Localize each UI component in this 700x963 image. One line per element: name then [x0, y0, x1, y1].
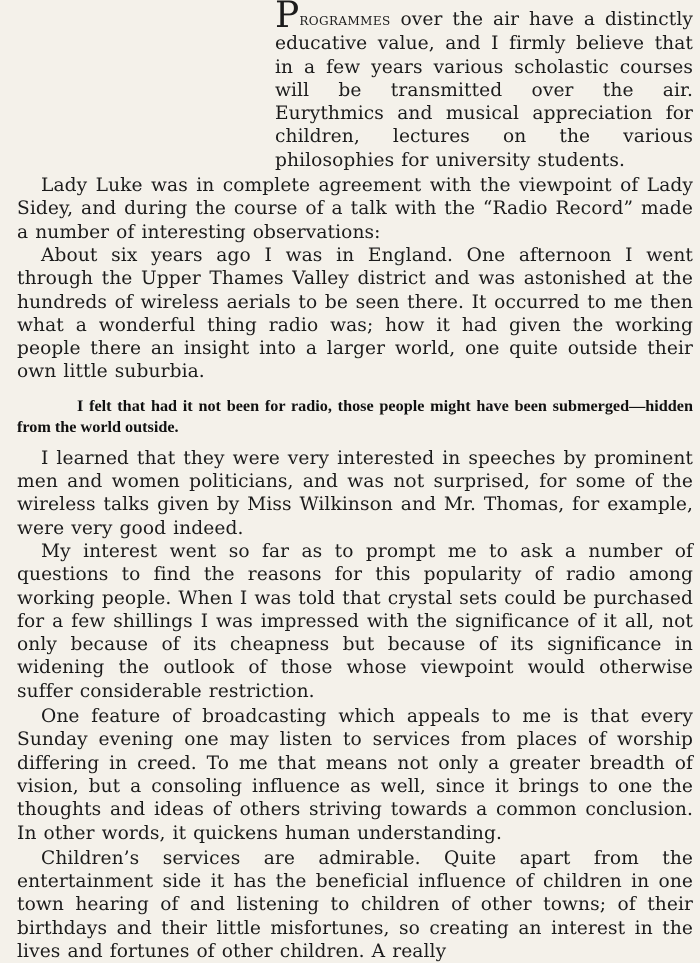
- paragraph-childrens-services: Children’s services are admirable. Quite apart from the entertainment side it has the beneficial influence of children in one town hearing of and listening to children of other towns; of their birthdays and their little misfortunes, so creating an interest in the lives and fortunes of other children. A really: [17, 847, 693, 962]
- small-caps-word: rogrammes: [299, 10, 391, 30]
- paragraph-text: over the air have a distinctly educative value, and I firmly believe that in a few years various scholastic courses will be transmitted over the air. Eurythmics and musical appreciation for children, lectures on the various philosophies for university students.: [275, 9, 693, 171]
- paragraph-crystal-sets: My interest went so far as to prompt me to ask a number of questions to find the reasons for this popularity of radio among working people. When I was told that crystal sets could be purchased for a few shillings I was impressed with the significance of it all, not only because of its cheapness but because of its significance in widening the outlook of those whose viewpoint would otherwise suffer considerable restriction.: [17, 540, 693, 702]
- paragraph-sunday-services: One feature of broadcasting which appeals to me is that every Sunday evening one may listen to services from places of worship differing in creed. To me that means not only a greater breadth of vision, but a consoling influence as well, since it brings to one the thoughts and ideas of others striving towards a common conclusion. In other words, it quickens human understanding.: [17, 706, 693, 844]
- paragraph-programmes: [17, 0, 693, 172]
- paragraph-england: About six years ago I was in England. One afternoon I went through the Upper Thames Valley district and was astonished at the hundreds of wireless aerials to be seen there. It occurred to me then what a wonderful thing radio was; how it had given the working people there an insight into a larger world, one quite outside their own little suburbia.: [17, 244, 693, 383]
- pull-quote: I felt that had it not been for radio, those people might have been submerged—hidden from the world outside.: [17, 396, 693, 436]
- paragraph-lady-luke: Lady Luke was in complete agreement with the viewpoint of Lady Sidey, and during the course of a talk with the “Radio Record” made a number of interesting observations:: [17, 175, 693, 243]
- drop-cap: P: [275, 0, 300, 36]
- paragraph-speeches: I learned that they were very interested in speeches by prominent men and women politicians, and was not surprised, for some of the wireless talks given by Miss Wilkinson and Mr. Thomas, for example, were very good indeed.: [17, 447, 693, 539]
